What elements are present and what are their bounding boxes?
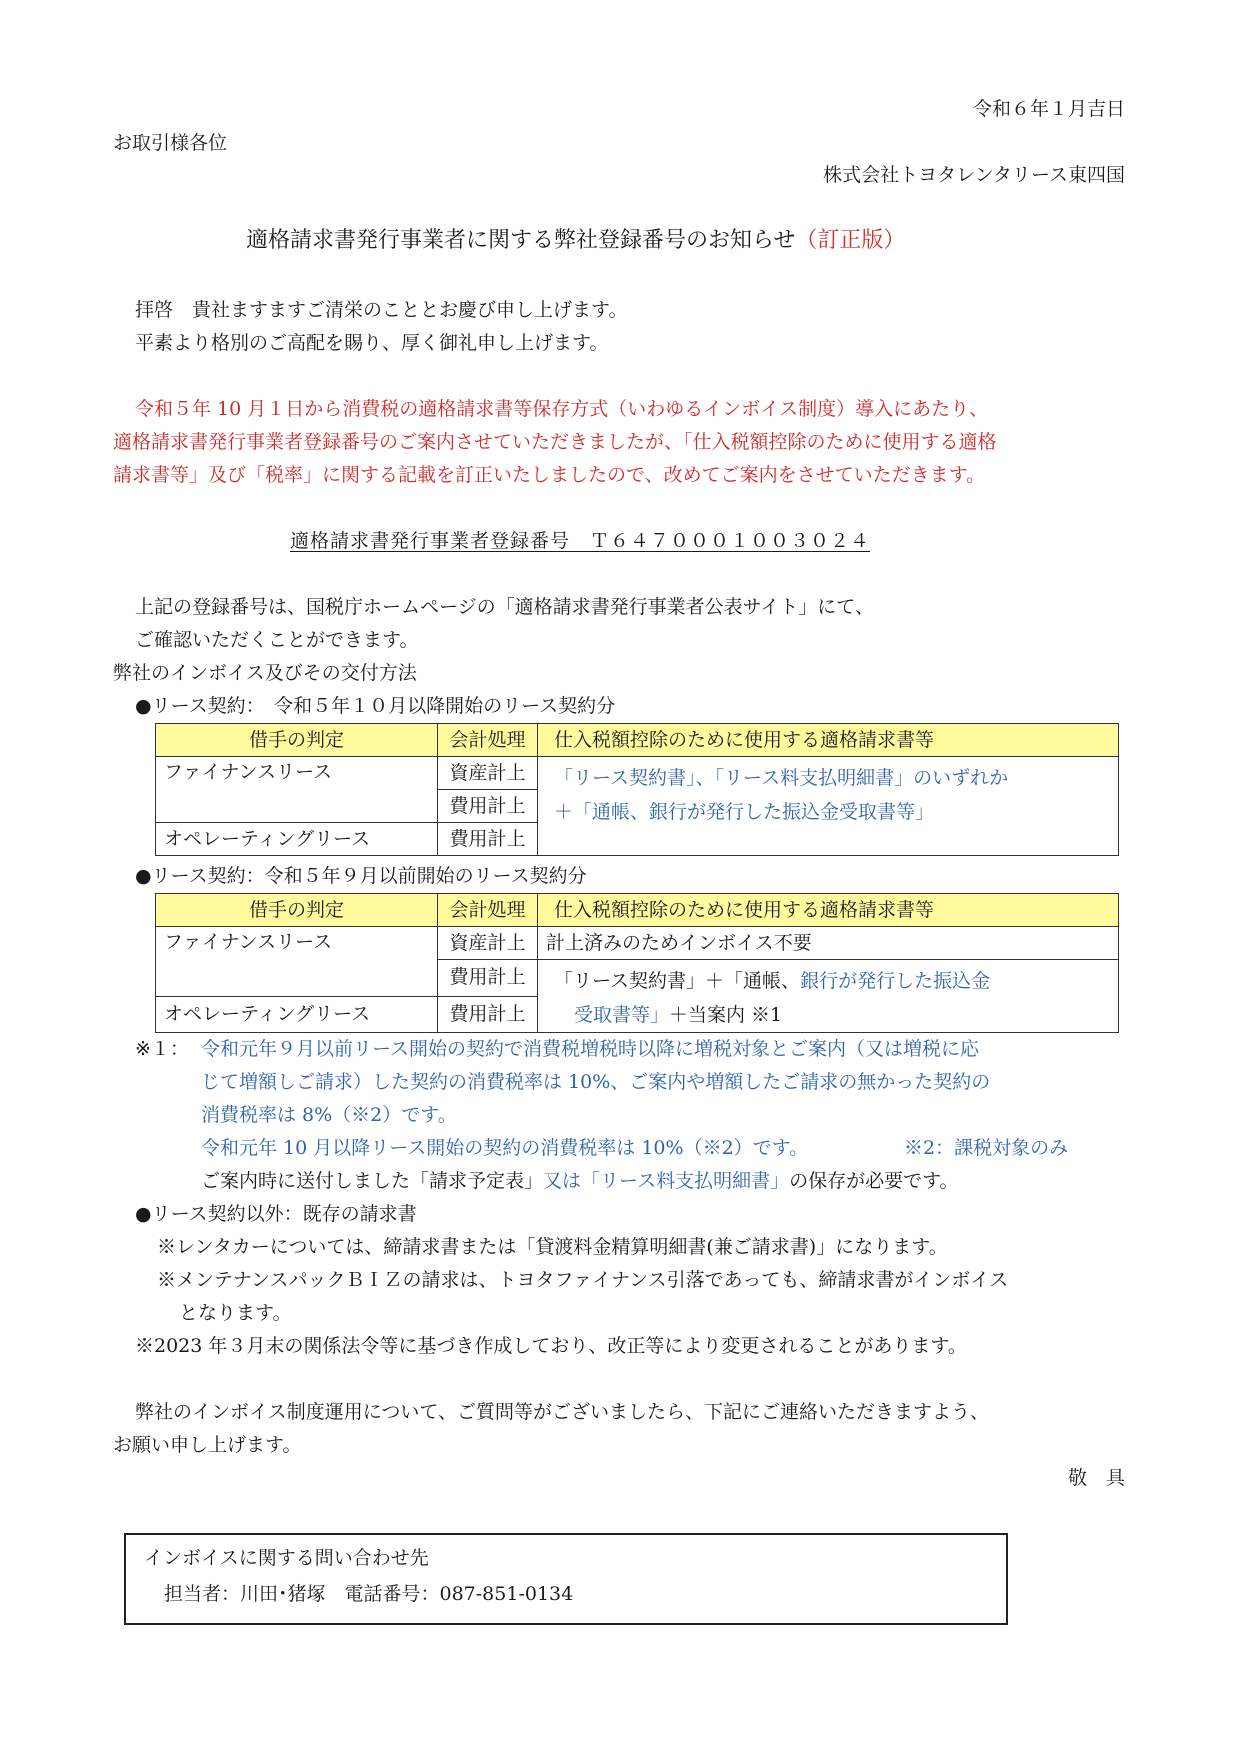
note1-mark: ※１： [135,1038,189,1060]
document-title [246,228,905,254]
header-documents: 仕入税額控除のために使用する適格請求書等 [538,894,1119,927]
expense-documents-line-1 [546,964,1110,998]
document-date: 令和６年１月吉日 [972,98,1125,120]
section1-table [155,723,1119,856]
closing-line-1: 弊社のインボイス制度運用について、ご質問等がございましたら、下記にご連絡いただきますよう、 [135,1401,990,1423]
expense-doc-part: 銀行が発行した振込金 [800,970,991,992]
header-borrower: 借手の判定 [156,724,438,757]
note1-line-4: 令和元年 10 月以降リース開始の契約の消費税率は 10%（※2）です。 [201,1137,809,1159]
closing-line-2: お願い申し上げます。 [113,1434,302,1456]
note1-line-3: 消費税率は 8%（※2）です。 [201,1104,457,1126]
method-heading: 弊社のインボイス及びその交付方法 [113,662,417,684]
sender-company: 株式会社トヨタレンタリース東四国 [823,164,1125,186]
expense-doc-part: 「リース契約書」＋「通帳、 [554,970,801,992]
table-row [156,724,1119,757]
cell-documents [538,757,1119,856]
contact-title: インボイスに関する問い合わせ先 [144,1547,429,1569]
cell-asset: 資産計上 [438,757,538,790]
section2-heading: ●リース契約：令和５年９月以前開始のリース契約分 [135,865,587,887]
note1-line-2: じて増額しご請求）した契約の消費税率は 10%、ご案内や増額したご請求の無かった契約の [201,1071,991,1093]
rental-car-note: ※レンタカーについては、締請求書または「貸渡料金精算明細書(兼ご請求書)」になります。 [157,1236,948,1258]
confirm-line-2: ご確認いただくことができます。 [135,629,419,651]
cell-expense: 費用計上 [438,823,538,856]
section1-heading: ●リース契約： 令和５年１０月以降開始のリース契約分 [135,695,616,717]
recipient: お取引様各位 [113,132,228,154]
expense-documents-line-2 [546,998,1110,1032]
contact-box [124,1533,1008,1625]
note1-line-5 [201,1170,959,1193]
registration-number: 適格請求書発行事業者登録番号 Ｔ６４７０００１００３０２４ [290,530,871,552]
note2-label: ※2：課税対象のみ [904,1137,1069,1159]
note1-line-5-part: の保存が必要です。 [789,1170,959,1192]
note1-line-1: 令和元年９月以前リース開始の契約で消費税増税時以降に増税対象とご案内（又は増税に応 [201,1038,980,1060]
expense-doc-part: 受取書等」 [574,1004,670,1026]
cell-expense: 費用計上 [438,790,538,823]
note1-line-5-part: ご案内時に送付しました「請求予定表」 [201,1170,544,1192]
table-row [156,927,1119,960]
note1-line-5-part: 又は「リース料支払明細書」 [543,1170,790,1192]
maintenance-note-line-2: となります。 [179,1302,292,1324]
cell-finance-lease: ファイナンスリース [156,757,438,823]
cell-operating-lease: オペレーティングリース [156,996,438,1033]
expense-doc-part: ＋当案内 ※1 [669,1004,783,1026]
disclaimer: ※2023 年３月末の関係法令等に基づき作成しており、改正等により変更されることがあります。 [135,1335,967,1357]
cell-expense-documents [538,960,1119,1033]
cell-asset-documents: 計上済みのためインボイス不要 [538,927,1119,960]
cell-asset: 資産計上 [438,927,538,960]
title-main: 適格請求書発行事業者に関する弊社登録番号のお知らせ [246,228,796,253]
cell-finance-lease: ファイナンスリース [156,927,438,997]
section2-table [155,893,1119,1033]
table-row [156,757,1119,790]
title-revision: （訂正版） [795,228,906,253]
notice-line-2: 適格請求書発行事業者登録番号のご案内させていただきましたが、「仕入税額控除のために使用する適格 [113,431,997,453]
confirm-line-1: 上記の登録番号は、国税庁ホームページの「適格請求書発行事業者公表サイト」にて、 [135,596,874,618]
header-accounting: 会計処理 [438,894,538,927]
table-row [156,894,1119,927]
documents-line-1: 「リース契約書」、「リース料支払明細書」のいずれか [554,767,1009,789]
contact-detail: 担当者：川田･猪塚 電話番号：087-851-0134 [164,1583,574,1605]
cell-operating-lease: オペレーティングリース [156,823,438,856]
maintenance-note-line-1: ※メンテナンスパックＢＩＺの請求は、トヨタファイナンス引落であっても、締請求書がインボイス [157,1269,1009,1291]
cell-expense: 費用計上 [438,996,538,1033]
notice-line-3: 請求書等」及び「税率」に関する記載を訂正いたしましたので、改めてご案内をさせていただきます。 [113,464,986,486]
header-borrower: 借手の判定 [156,894,438,927]
cell-expense: 費用計上 [438,960,538,997]
header-documents: 仕入税額控除のために使用する適格請求書等 [538,724,1119,757]
documents-line-2: ＋「通帳、銀行が発行した振込金受取書等」 [554,801,935,823]
header-accounting: 会計処理 [438,724,538,757]
greeting-line-2: 平素より格別のご高配を賜り、厚く御礼申し上げます。 [135,332,609,354]
other-heading: ●リース契約以外：既存の請求書 [135,1203,417,1225]
keigu: 敬 具 [1067,1467,1125,1489]
greeting-line-1: 拝啓 貴社ますますご清栄のこととお慶び申し上げます。 [135,299,628,321]
notice-line-1: 令和５年 10 月１日から消費税の適格請求書等保存方式（いわゆるインボイス制度）導入にあたり、 [135,398,989,420]
